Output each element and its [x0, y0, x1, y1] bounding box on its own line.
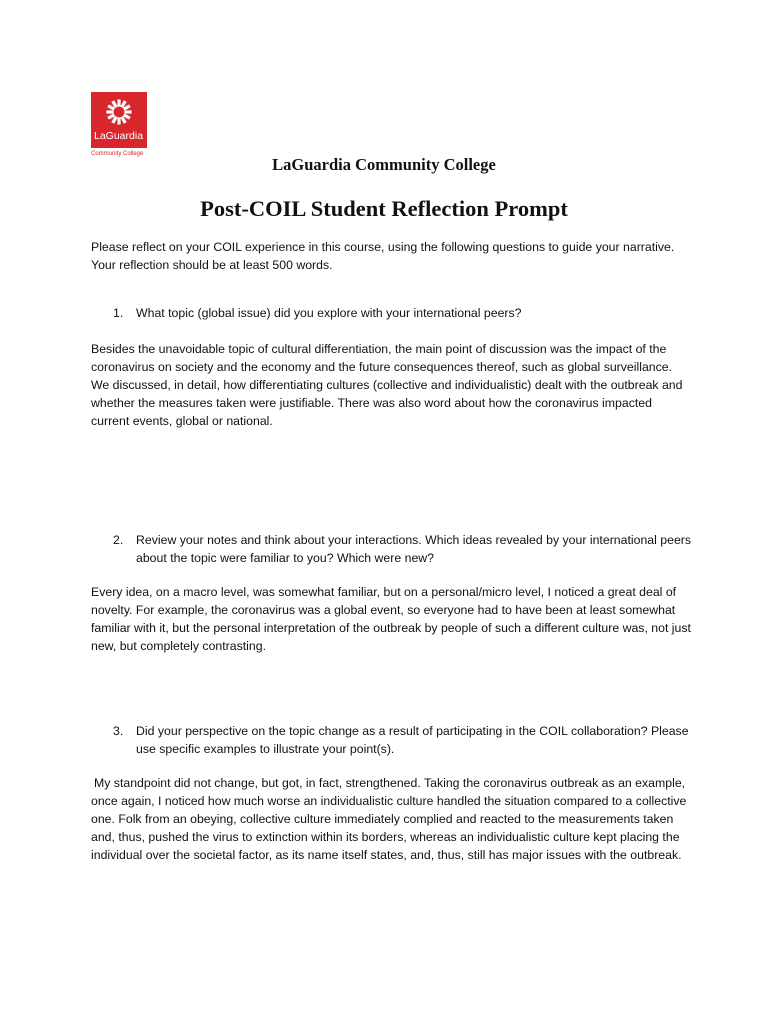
logo-box: [91, 92, 147, 148]
college-logo: [91, 92, 147, 162]
question-2: [113, 531, 693, 567]
page-title: Post-COIL Student Reflection Prompt: [200, 196, 568, 221]
intro-paragraph: Please reflect on your COIL experience in this course, using the following questions to guide your narrative. Your reflection should be at least 500 words.: [91, 240, 675, 272]
question-number: 1.: [113, 306, 124, 320]
answer-3: My standpoint did not change, but got, in fact, strengthened. Taking the coronavirus outbreak as an example, once again, I noticed how much worse an individualistic culture handled the situation compared to a collective one. Folk from an obeying, collective culture immediately complied and reacted to the measurements taken and, thus, pushed the virus to extinction within its borders, whereas an individualistic culture kept placing the individual over the societal factor, as its name itself states, and, thus, still has major issues with the outbreak.: [91, 776, 687, 862]
question-number: 2.: [113, 533, 124, 547]
question-1: [113, 304, 693, 322]
logo-subtitle: Community College: [91, 151, 144, 157]
question-3: [113, 722, 693, 758]
college-name: LaGuardia Community College: [272, 155, 496, 174]
answer-2: Every idea, on a macro level, was somewhat familiar, but on a personal/micro level, I noticed a great deal of novelty. For example, the coronavirus was a global event, so everyone had to have been at least somewhat familiar with it, but the personal interpretation of the outbreak by people of such a different culture was, not just new, but completely contrasting.: [91, 585, 691, 653]
logo-name: LaGuardia: [94, 130, 144, 142]
question-text: Review your notes and think about your interactions. Which ideas revealed by your international peers about the topic were familiar to you? Which were new?: [136, 533, 692, 565]
question-text: Did your perspective on the topic change as a result of participating in the COIL collaboration? Please use specific examples to illustrate your point(s).: [136, 724, 689, 756]
answer-1: Besides the unavoidable topic of cultural differentiation, the main point of discussion was the impact of the coronavirus on society and the economy and the future consequences thereof, such as global surveillance. We discussed, in detail, how differentiating cultures (collective and individualistic) dealt with the outbreak and whether the measures taken were justifiable. There was also word about how the coronavirus impacted current events, global or national.: [91, 342, 683, 428]
question-text: What topic (global issue) did you explore with your international peers?: [136, 306, 522, 320]
question-number: 3.: [113, 724, 124, 738]
